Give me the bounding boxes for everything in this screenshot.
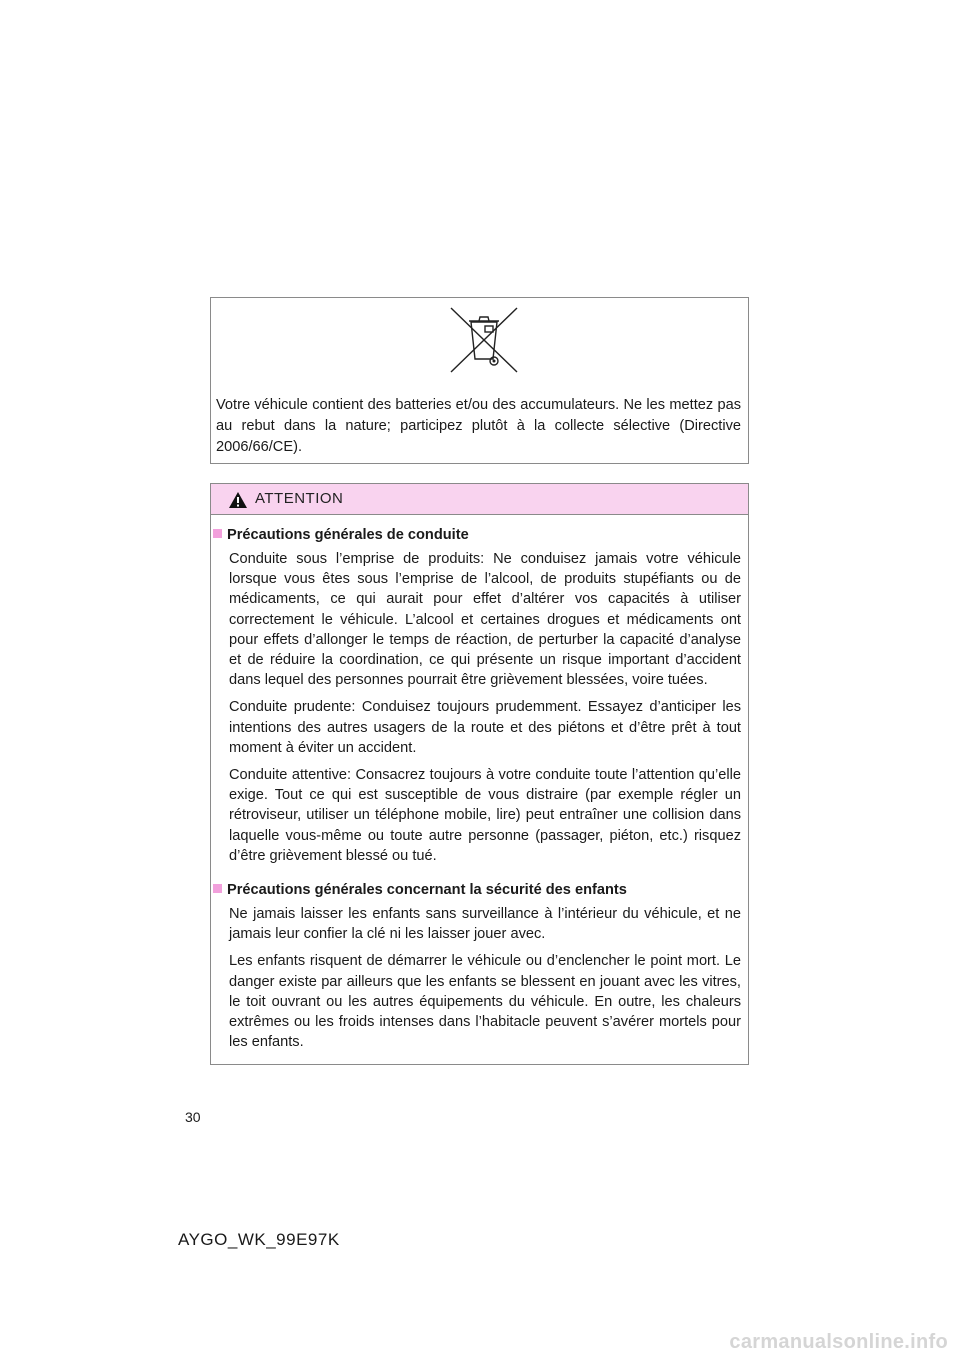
section-driving-precautions bbox=[213, 525, 741, 866]
section-heading: Précautions générales de conduite bbox=[213, 525, 741, 545]
paragraph-influence: Conduite sous l’emprise de produits: Ne conduisez jamais votre véhicule lorsque vous êtes sous l’emprise de l’alcool, de produits stupéfiants ou de médicaments, ce qui aurait pour effet d’altérer vos capacités à utiliser correctement le véhicule. L’alcool et certaines drogues et médicaments ont pour effets d’allonger le temps de réaction, de perturber la capacité d’analyse et de réduire la coordination, ce qui présente un risque important d’accident dans lequel des personnes pourrait être grièvement blessées, voire tuées. bbox=[229, 551, 741, 689]
square-bullet-icon bbox=[213, 884, 222, 893]
section-heading: Précautions générales concernant la sécurité des enfants bbox=[213, 880, 741, 900]
page-number: 30 bbox=[185, 1109, 201, 1125]
battery-disposal-notice bbox=[210, 297, 749, 464]
paragraph-attentive: Conduite attentive: Consacrez toujours à votre conduite toute l’attention qu’elle exige. Tout ce qui est susceptible de vous distraire (par exemple régler un rétroviseur, utiliser un téléphone mobile, lire) peut entraîner une collision dans laquelle vous-même ou toute autre personne (passager, piéton, etc.) risquez d’être grièvement blessé ou tué. bbox=[229, 767, 741, 864]
warning-box bbox=[210, 483, 749, 1065]
battery-disposal-text: Votre véhicule contient des batteries et/ou des accumulateurs. Ne les mettez pas au rebut dans la nature; participez plutôt à la collecte sélective (Directive 2006/66/CE). bbox=[216, 397, 741, 455]
paragraph-prudent: Conduite prudente: Conduisez toujours prudemment. Essayez d’anticiper les intentions des autres usagers de la route et des piétons et d’être prêt à tout moment à éviter un accident. bbox=[229, 699, 741, 756]
square-bullet-icon bbox=[213, 529, 222, 538]
watermark: carmanualsonline.info bbox=[729, 1331, 948, 1353]
section-child-safety bbox=[213, 880, 741, 1052]
crossed-out-wheelie-bin-icon bbox=[449, 307, 519, 373]
warning-triangle-icon bbox=[228, 491, 248, 509]
paragraph-risks: Les enfants risquent de démarrer le véhicule ou d’enclencher le point mort. Le danger existe par ailleurs que les enfants se blessent en jouant avec les vitres, le toit ouvrant ou les autres équipements du véhicule. En outre, les chaleurs extrêmes ou les froids intenses dans l’habitacle peuvent s’avérer mortels pour les enfants. bbox=[229, 953, 741, 1051]
warning-header bbox=[211, 484, 748, 515]
document-code: AYGO_WK_99E97K bbox=[178, 1230, 340, 1249]
paragraph-unattended: Ne jamais laisser les enfants sans surveillance à l’intérieur du véhicule, et ne jamais leur confier la clé ni les laisser jouer avec. bbox=[229, 906, 741, 943]
warning-title: ATTENTION bbox=[255, 490, 344, 507]
